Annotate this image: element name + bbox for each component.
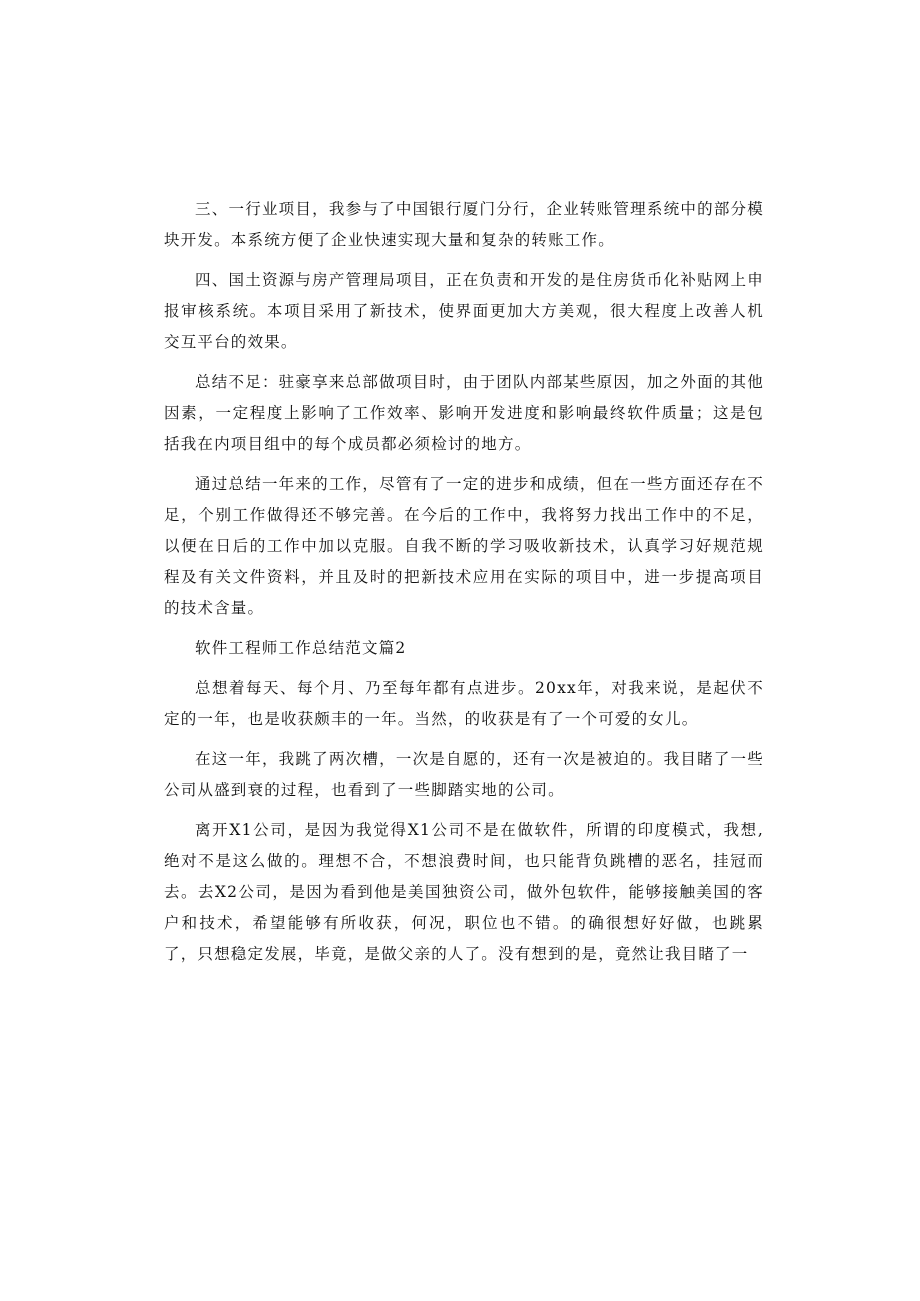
paragraph-leaving-x1: 离开X1公司，是因为我觉得X1公司不是在做软件，所谓的印度模式，我想,绝对不是这么做的。理想不合，不想浪费时间，也只能背负跳槽的恶名，挂冠而去。去X2公司，是因为看到他是美国独资公司，做外包软件，能够接触美国的客户和技术，希望能够有所收获，何况，职位也不错。的确很想好好做，也跳累了，只想稳定发展，毕竟，是做父亲的人了。没有想到的是，竟然让我目睹了一 bbox=[164, 821, 764, 963]
paragraph-shortcomings: 总结不足：驻豪享来总部做项目时，由于团队内部某些原因，加之外面的其他因素，一定程度上影响了工作效率、影响开发进度和影响最终软件质量；这是包括我在内项目组中的每个成员都必须检讨的地方。 bbox=[164, 373, 764, 453]
paragraph-job-changes: 在这一年，我跳了两次槽，一次是自愿的，还有一次是被迫的。我目睹了一些公司从盛到衰的过程，也看到了一些脚踏实地的公司。 bbox=[164, 750, 764, 799]
paragraph-conclusion: 通过总结一年来的工作，尽管有了一定的进步和成绩，但在一些方面还存在不足，个别工作做得还不够完善。在今后的工作中，我将努力找出工作中的不足，以便在日后的工作中加以克服。自我不断的学习吸收新技术，认真学习好规范规程及有关文件资料，并且及时的把新技术应用在实际的项目中，进一步提高项目的技术含量。 bbox=[164, 475, 764, 617]
section-heading: 软件工程师工作总结范文篇2 bbox=[195, 639, 407, 657]
paragraph-project-4: 四、国土资源与房产管理局项目，正在负责和开发的是住房货币化补贴网上申报审核系统。本项目采用了新技术，使界面更加大方美观，很大程度上改善人机交互平台的效果。 bbox=[164, 271, 764, 351]
paragraph-progress: 总想着每天、每个月、乃至每年都有点进步。20xx年，对我来说，是起伏不定的一年，也是收获颇丰的一年。当然，的收获是有了一个可爱的女儿。 bbox=[164, 679, 764, 728]
document-body bbox=[164, 194, 764, 979]
paragraph-project-3: 三、一行业项目，我参与了中国银行厦门分行，企业转账管理系统中的部分模块开发。本系统方便了企业快速实现大量和复杂的转账工作。 bbox=[164, 200, 764, 249]
